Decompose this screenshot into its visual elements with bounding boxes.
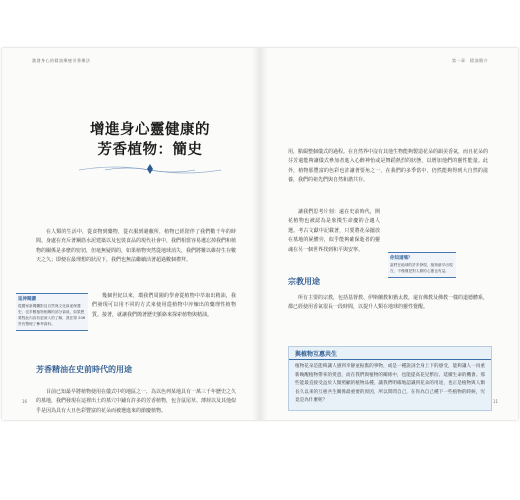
callout-title: 與植物互惠共生 bbox=[289, 347, 491, 360]
open-book-spread bbox=[2, 48, 518, 420]
left-page bbox=[2, 48, 260, 420]
page-number-right: 11 bbox=[492, 399, 498, 404]
paragraph-intro: 在人類的生活中，從食物到藥物，從衣服到避蔽所，植物已經陪伴了我們數千年的時間。身處在充斥著鋼筋水泥建築以及包裝食品的現代社會中，我們相當容易遺忘掉我們和植物的關係是多麼的密切，但毫無疑問的，如果植物突然從地球消失，我們將難以維持生存數天之久；即便在最理想的狀況下，我們也無法繼續活著超過數個禮拜。 bbox=[36, 229, 237, 264]
title-line-1: 增進身心靈健康的 bbox=[90, 121, 210, 138]
flourish-ornament-icon bbox=[75, 162, 225, 176]
paragraph-reflection: 讓我們思考片刻：遠在史前時代，開花植物也被認為是象徵生命慶的合適人選。考古文獻中記載著，只要將花朵擺放在墓地的屍體旁，似乎能夠確保逝者的靈魂在另一個世界找到和平與安寧。 bbox=[288, 209, 380, 253]
running-head-left: 激發身心的精油療癒芳香療法 bbox=[32, 58, 91, 63]
paragraph-religions: 所有主要的宗教，包括基督教、伊斯蘭教和猶太教，還有佛教及佛教一樣的道德體系，都已經使用香氣很長一段時間，以提升人類在地球的靈性覺醒。 bbox=[288, 295, 489, 311]
note-title: 你知道嗎？ bbox=[390, 256, 413, 261]
paragraph-prehistoric: 目前已知最早將植物使用在儀式中的地區之一，為以色列某地具有一萬三千年歷史之久的墓地，我們發現在這裡出土的墓穴中鋪有許多的芳香植物，包含鼠尾草、薄荷以及其他似乎是因為具有大且色彩豐富的花朵而被選進來的節慶植物。 bbox=[36, 389, 237, 414]
page-number-left: 16 bbox=[22, 399, 28, 404]
subheading-religious: 宗教用途 bbox=[288, 276, 320, 286]
title-line-2: 芳香植物：簡史 bbox=[97, 141, 203, 158]
callout-text: 植物花朵是能夠讓人感到幸靜並振奮的事物，或是一種說詞全身上下的感受，能夠讓人一再重新喚醒植物帶來的愛意，而在我們與植物的關係中，也能提高花兒繁衍、延續生命的機會。那些能最直接受益於人類照顧的植物品種，讓我們明確地認識到花朵的用途，也正是植物與人類長久以來的互惠共生關係最重要的原因，所以問問自己，在你為自己種下一些植物的時候，究竟是為什麼呢？ bbox=[295, 364, 485, 404]
note-text: 從國家新聞攝影及自然與文化資產保護史，沒多數植物相關的部分資訊，如果想要對此內容有更深入的了解，我在第 206 頁有整理了參考資料。 bbox=[18, 304, 86, 326]
symbiosis-callout-box bbox=[288, 346, 492, 411]
book-gutter bbox=[252, 48, 268, 420]
chapter-section-title bbox=[60, 120, 240, 176]
paragraph-centuries: 幾個世紀以來，環我們周圍的學會從植物中萃取出精油，我們發現可以用不同的方式來使用從植物中淬煉出的藥理性植物質。接著，就讓我們簡著歷史脈絡來探索植物與精油。 bbox=[92, 293, 236, 318]
did-you-know-note bbox=[388, 252, 456, 278]
subheading-prehistoric: 芳香精油在史前時代的用途 bbox=[36, 364, 132, 374]
further-reading-note bbox=[16, 293, 88, 331]
paragraph-ritual-continued: 用，點綴整個儀式的過程。在自然界中沒有其他生物能夠製造花朵的韻美香氣，而且花朵的芬芳還能夠讓儀式參加者進入心醉神怡或是舞蹈熱烈的狀態，以增加他們的靈性能量。此外，植物那豐富的色彩也許讓著要角之一，在我們的多季當中，仍然能夠得到大自然的滋養，我們的祖先們與自然和諧共存。 bbox=[288, 149, 489, 184]
running-head-right: 第一章 精油簡介 bbox=[452, 58, 488, 63]
note-text: 當們在地球的許多發現，植物最早出現在，不僅僅是對人類的心靈也有益。 bbox=[390, 263, 453, 273]
note-title: 延伸閱讀 bbox=[18, 297, 36, 302]
